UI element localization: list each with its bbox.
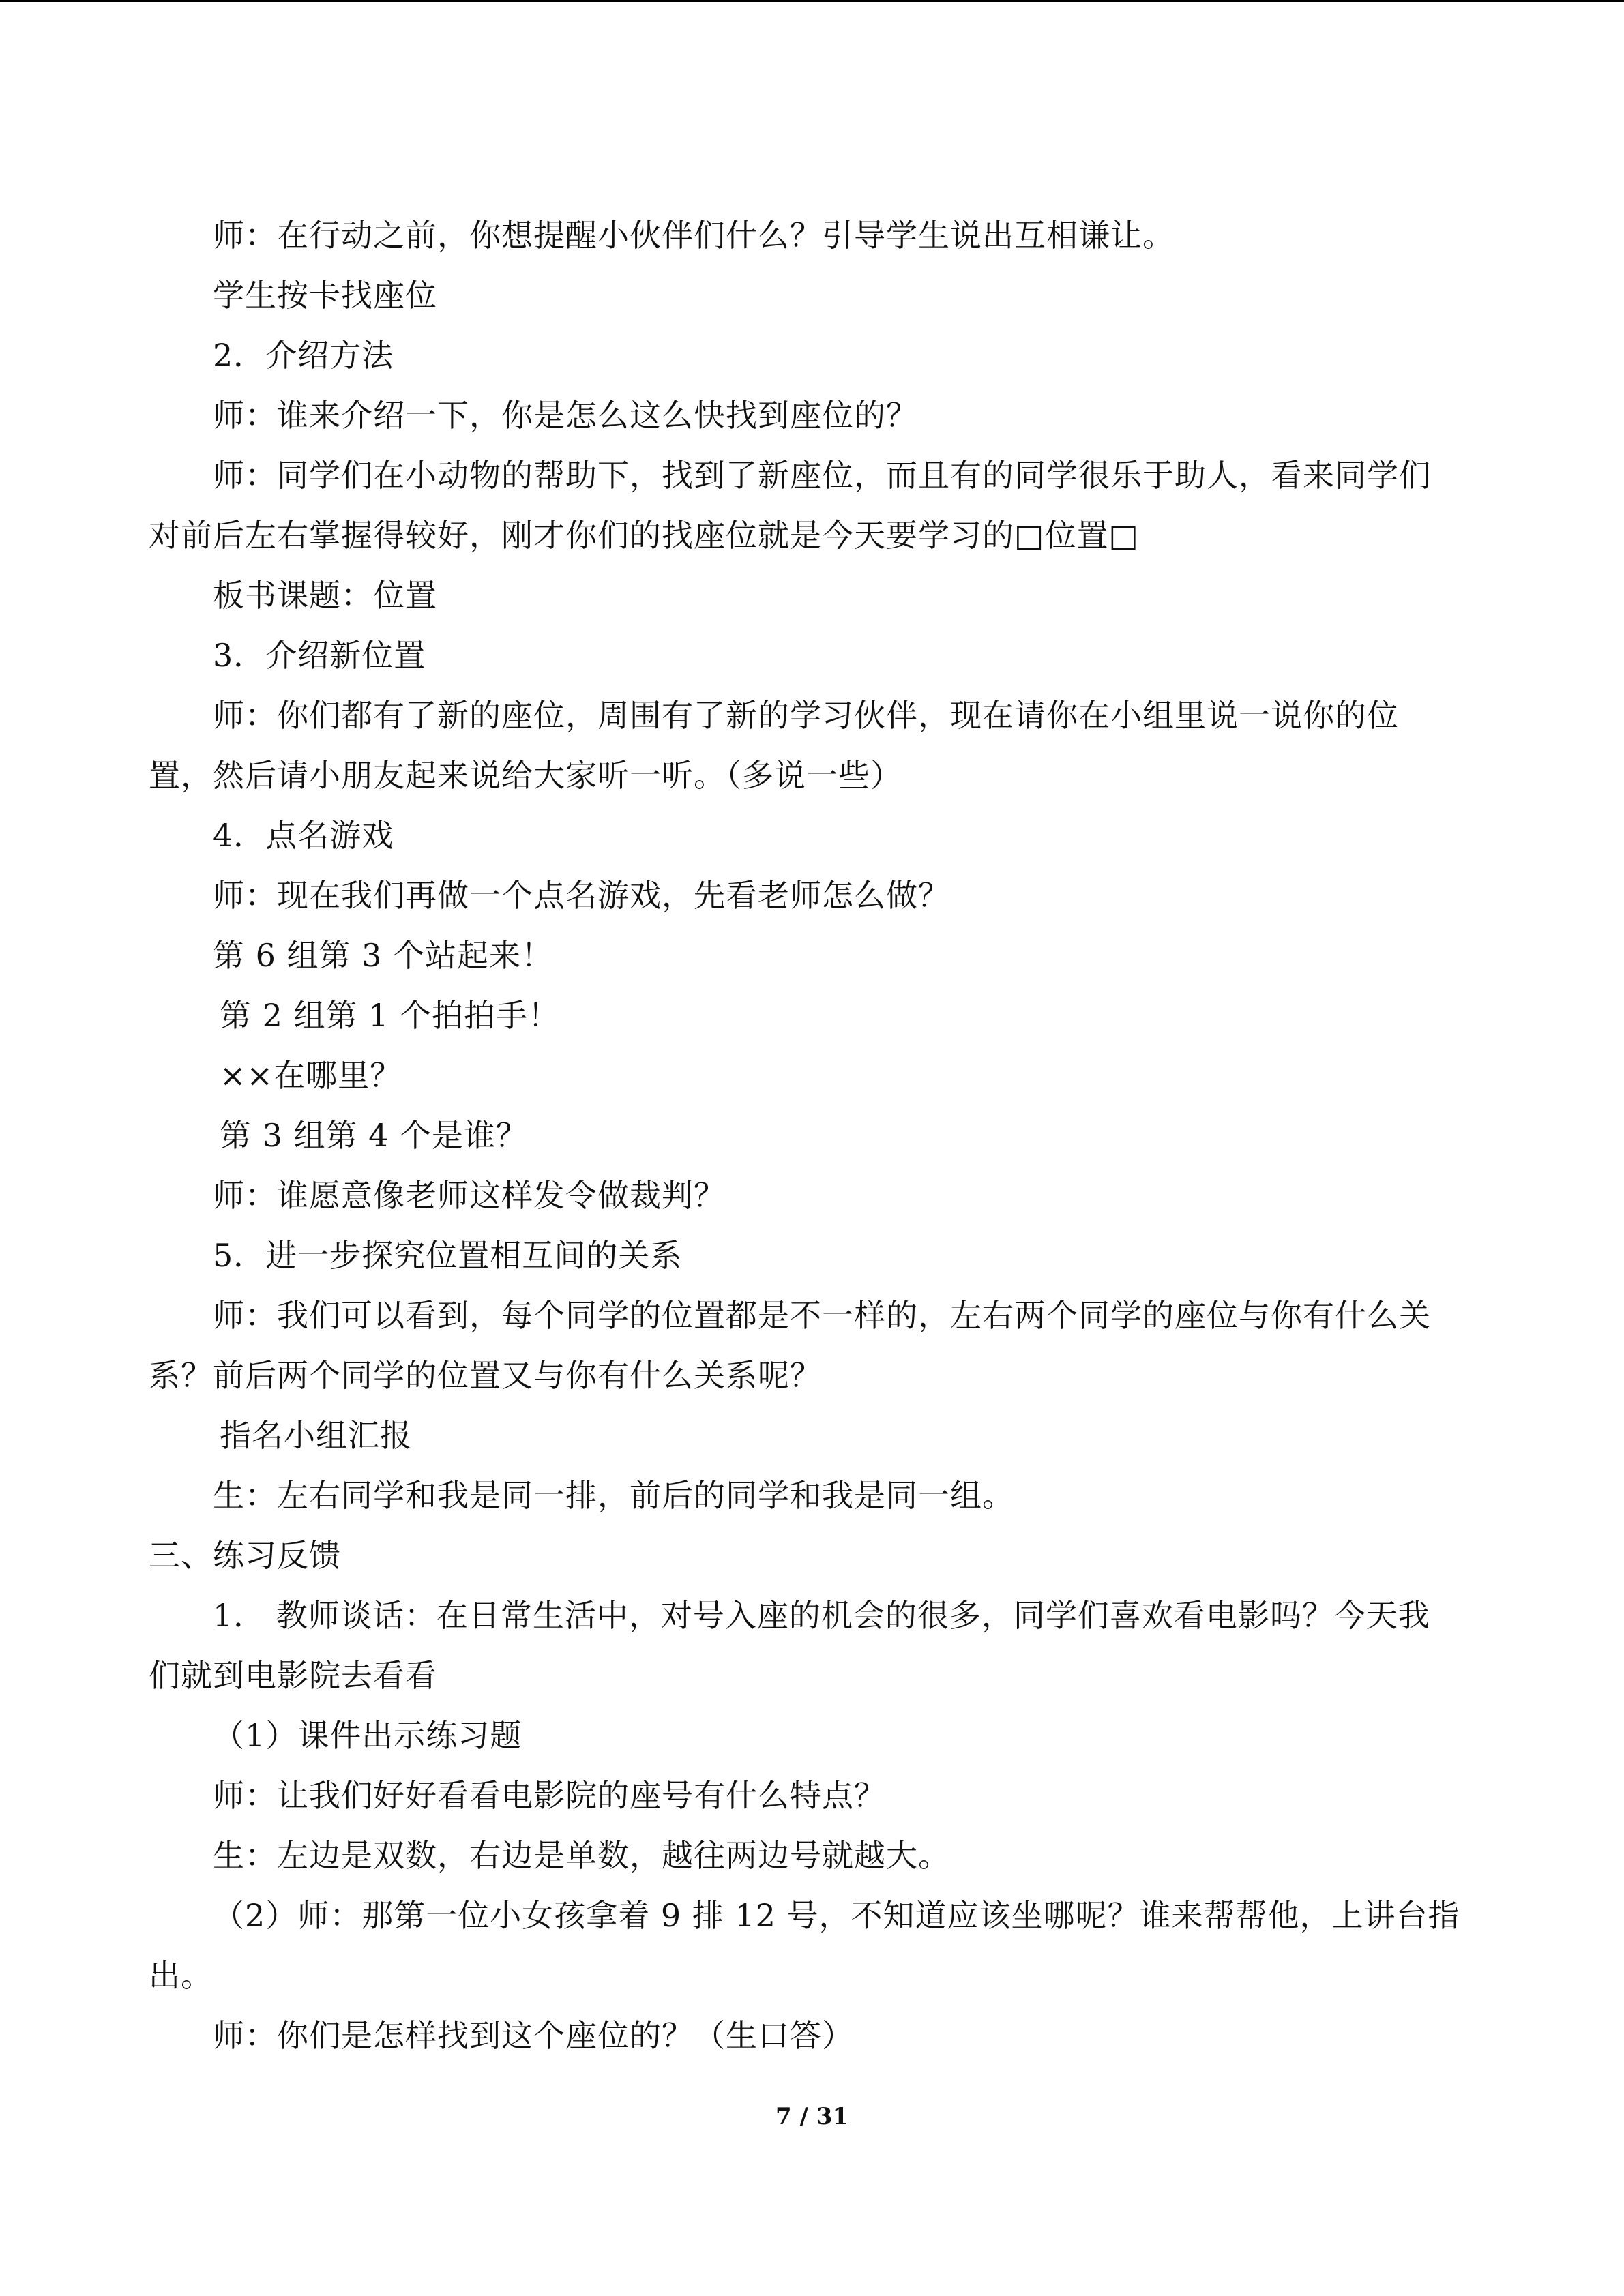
paragraph-line: 们就到电影院去看看	[149, 1657, 437, 1694]
paragraph-line: 指名小组汇报	[220, 1417, 412, 1454]
paragraph-line: 师：让我们好好看看电影院的座号有什么特点？	[213, 1777, 886, 1814]
paragraph-line: 师：你们都有了新的座位，周围有了新的学习伙伴，现在请你在小组里说一说你的位	[213, 697, 1399, 734]
paragraph-line: （2）师：那第一位小女孩拿着 9 排 12 号，不知道应该坐哪呢？谁来帮帮他，上讲台指	[213, 1897, 1460, 1934]
paragraph-line: 师：我们可以看到，每个同学的位置都是不一样的，左右两个同学的座位与你有什么关	[213, 1297, 1431, 1334]
paragraph-line: 系？前后两个同学的位置又与你有什么关系呢？	[149, 1357, 822, 1394]
paragraph-line: 生：左右同学和我是同一排，前后的同学和我是同一组。	[213, 1477, 1014, 1514]
section-heading: 5．进一步探究位置相互间的关系	[213, 1237, 683, 1274]
paragraph-line: 第 6 组第 3 个站起来！	[213, 937, 554, 974]
paragraph-line: 第 3 组第 4 个是谁？	[220, 1117, 529, 1154]
paragraph-line: 出。	[149, 1957, 213, 1994]
paragraph-line: 生：左边是双数，右边是单数，越往两边号就越大。	[213, 1837, 950, 1874]
paragraph-line: ××在哪里？	[220, 1057, 402, 1094]
paragraph-line: 师：你们是怎样找到这个座位的？（生口答）	[213, 2017, 854, 2054]
paragraph-line: 师：同学们在小动物的帮助下，找到了新座位，而且有的同学很乐于助人，看来同学们	[213, 457, 1431, 494]
paragraph-line: 师：谁来介绍一下，你是怎么这么快找到座位的？	[213, 397, 918, 434]
paragraph-line: 师：现在我们再做一个点名游戏，先看老师怎么做？	[213, 877, 950, 914]
page-number: 7 / 31	[775, 2103, 849, 2130]
paragraph-line: 置，然后请小朋友起来说给大家听一听。（多说一些）	[149, 757, 902, 794]
paragraph-line: （1）课件出示练习题	[213, 1717, 522, 1754]
paragraph-line: 第 2 组第 1 个拍拍手！	[220, 997, 561, 1034]
paragraph-line: 1． 教师谈话：在日常生活中，对号入座的机会的很多，同学们喜欢看电影吗？今天我	[213, 1597, 1430, 1634]
paragraph-line: 板书课题：位置	[213, 577, 437, 614]
paragraph-line: 学生按卡找座位	[213, 277, 437, 314]
paragraph-line: 师：在行动之前，你想提醒小伙伴们什么？引导学生说出互相谦让。	[213, 217, 1175, 254]
section-heading: 2．介绍方法	[213, 337, 394, 374]
section-heading: 4．点名游戏	[213, 817, 394, 854]
section-heading: 三、练习反馈	[149, 1537, 341, 1574]
paragraph-line: 对前后左右掌握得较好，刚才你们的找座位就是今天要学习的□位置□	[149, 517, 1139, 554]
paragraph-line: 师：谁愿意像老师这样发令做裁判？	[213, 1177, 726, 1214]
section-heading: 3．介绍新位置	[213, 637, 426, 674]
